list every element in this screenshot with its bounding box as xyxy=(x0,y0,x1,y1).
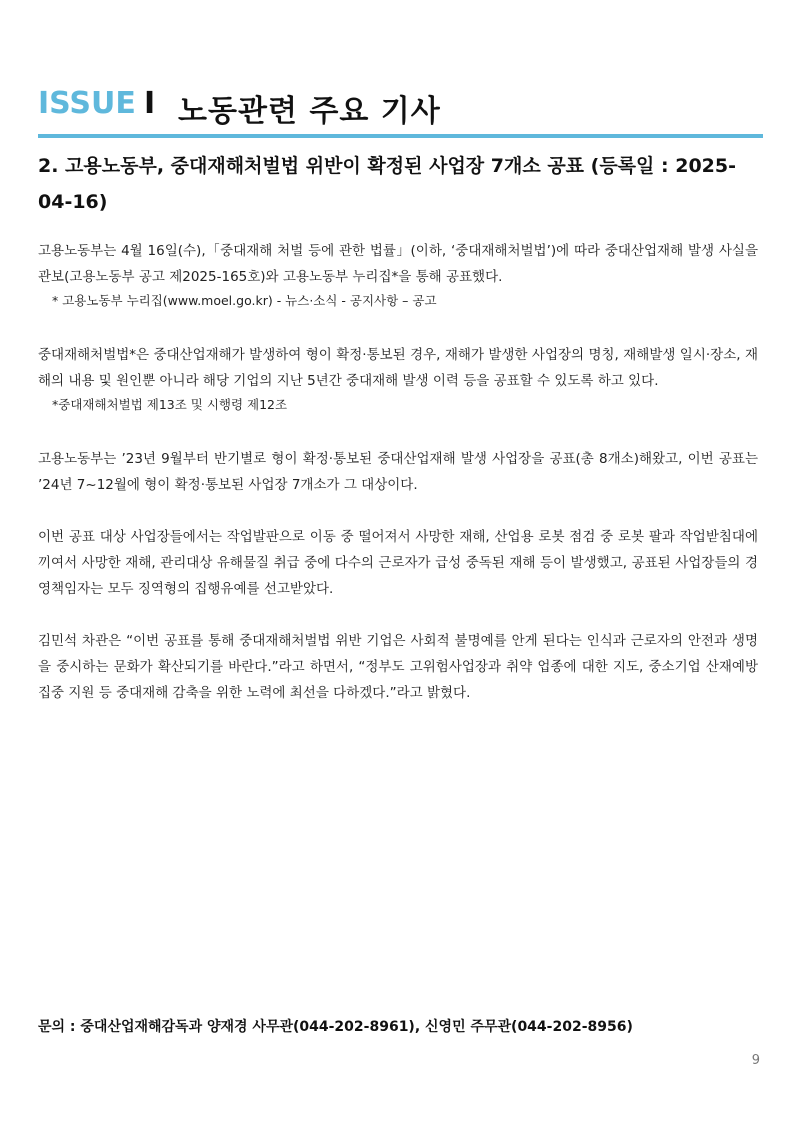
page-number: 9 xyxy=(751,1053,760,1068)
header-separator: I xyxy=(144,86,156,121)
paragraph-3: 고용노동부는 ’23년 9월부터 반기별로 형이 확정·통보된 중대산업재해 발생 사업장을 공표(총 8개소)해왔고, 이번 공표는 ’24년 7~12월에 형이 확정·통보된 사업장 7개소가 그 대상이다. xyxy=(38,451,758,493)
footnote-2: *중대재해처벌법 제13조 및 시행령 제12조 xyxy=(52,397,288,412)
section-title: 노동관련 주요 기사 xyxy=(178,94,441,129)
paragraph-5: 김민석 차관은 “이번 공표를 통해 중대재해처벌법 위반 기업은 사회적 불명예를 안게 된다는 인식과 근로자의 안전과 생명을 중시하는 문화가 확산되기를 바란다.”라고 하면서, “정부도 고위험사업장과 취약 업종에 대한 지도, 중소기업 산재예방 집중 지원 등 중대재해 감축을 위한 노력에 최선을 다하겠다.”라고 밝혔다. xyxy=(38,633,758,701)
issue-label: ISSUE xyxy=(38,86,136,121)
page-header xyxy=(38,86,763,138)
paragraph-4: 이번 공표 대상 사업장들에서는 작업발판으로 이동 중 떨어져서 사망한 재해, 산업용 로봇 점검 중 로봇 팔과 작업받침대에 끼여서 사망한 재해, 관리대상 유해물질 취급 중에 다수의 근로자가 급성 중독된 재해 등이 발생했고, 공표된 사업장들의 경영책임자는 모두 징역형의 집행유예를 선고받았다. xyxy=(38,529,758,597)
footnote-1: * 고용노동부 누리집(www.moel.go.kr) - 뉴스·소식 - 공지사항 – 공고 xyxy=(52,293,437,308)
contact-info: 문의 : 중대산업재해감독과 양재경 사무관(044-202-8961), 신영민 주무관(044-202-8956) xyxy=(38,1019,633,1035)
article-body xyxy=(38,238,758,706)
paragraph-2: 중대재해처벌법*은 중대산업재해가 발생하여 형이 확정·통보된 경우, 재해가 발생한 사업장의 명칭, 재해발생 일시·장소, 재해의 내용 및 원인뿐 아니라 해당 기업의 지난 5년간 중대재해 발생 이력 등을 공표할 수 있도록 하고 있다. xyxy=(38,347,758,389)
article-title: 2. 고용노동부, 중대재해처벌법 위반이 확정된 사업장 7개소 공표 (등록일 : 2025-04-16) xyxy=(38,155,736,213)
paragraph-1: 고용노동부는 4월 16일(수),「중대재해 처벌 등에 관한 법률」(이하, ‘중대재해처벌법’)에 따라 중대산업재해 발생 사실을 관보(고용노동부 공고 제2025-165호)와 고용노동부 누리집*을 통해 공표했다. xyxy=(38,243,758,285)
